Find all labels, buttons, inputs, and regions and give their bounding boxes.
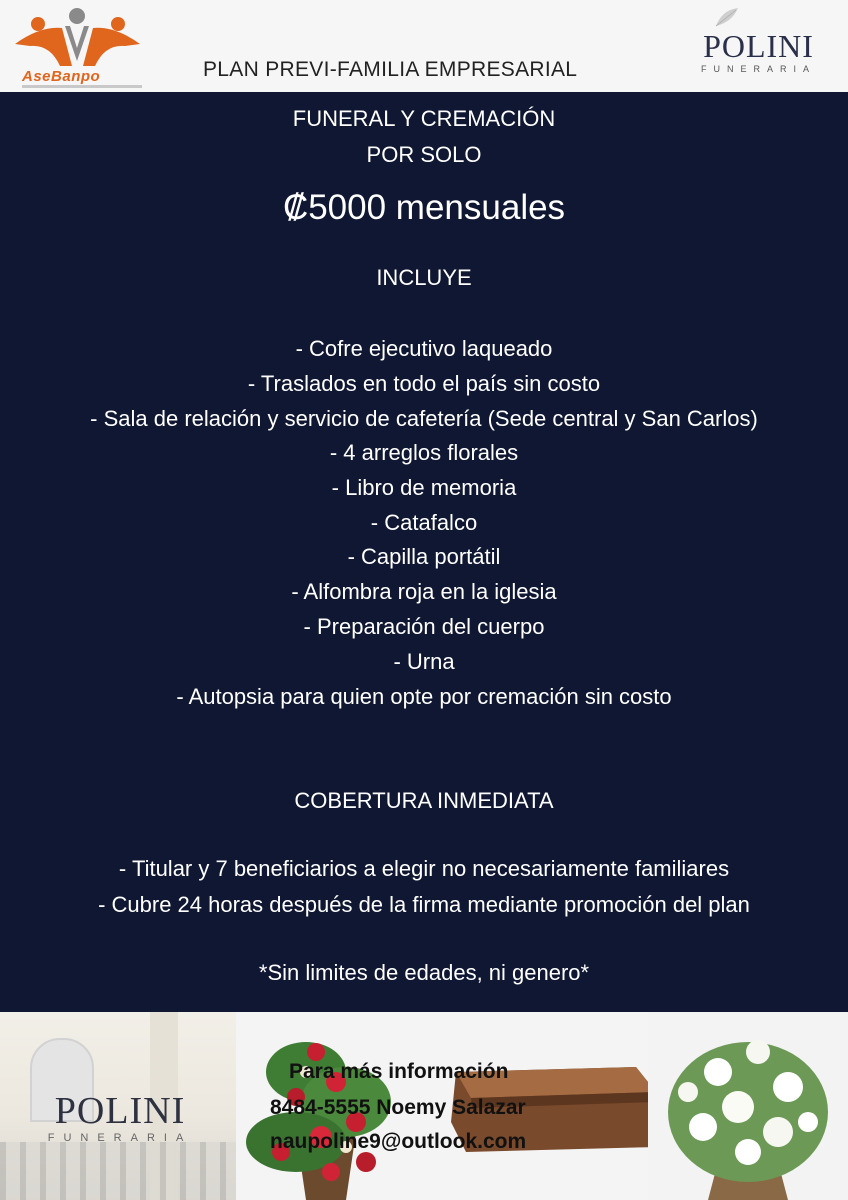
polini-logo-name: POLINI xyxy=(703,28,814,64)
plan-details-panel xyxy=(0,92,848,1012)
headline-funeral: FUNERAL Y CREMACIÓN xyxy=(292,106,556,131)
include-item: - 4 arreglos florales xyxy=(329,440,519,465)
include-item: - Alfombra roja en la iglesia xyxy=(291,579,557,604)
polini-footer-logo xyxy=(40,1092,200,1144)
include-item: - Capilla portátil xyxy=(347,544,501,569)
page-header xyxy=(0,0,848,92)
include-item: - Preparación del cuerpo xyxy=(303,614,545,639)
asebanpo-logo-tagline xyxy=(22,85,142,88)
polini-logo-subtitle: FUNERARIA xyxy=(700,64,816,74)
headline-por-solo: POR SOLO xyxy=(366,142,482,167)
include-item: - Libro de memoria xyxy=(331,475,517,500)
asebanpo-logo-text: AseBanpo xyxy=(22,68,101,85)
white-lily-arrangement-icon xyxy=(648,1012,848,1200)
include-item: - Autopsia para quien opte por cremación sin costo xyxy=(176,684,672,709)
coverage-item: - Titular y 7 beneficiarios a elegir no necesariamente familiares xyxy=(118,856,730,881)
include-item: - Sala de relación y servicio de cafetería (Sede central y San Carlos) xyxy=(90,406,758,431)
info-title: Para más información xyxy=(289,1060,509,1083)
page-footer xyxy=(0,1012,848,1200)
page-title: PLAN PREVI-FAMILIA EMPRESARIAL xyxy=(203,58,578,81)
include-item: - Traslados en todo el país sin costo xyxy=(247,371,601,396)
include-item: - Catafalco xyxy=(370,510,478,535)
include-item: - Cofre ejecutivo laqueado xyxy=(295,336,553,361)
coverage-title: COBERTURA INMEDIATA xyxy=(294,788,554,813)
contact-email[interactable]: naupoline9@outlook.com xyxy=(270,1130,527,1153)
polini-footer-logo-subtitle: FUNERARIA xyxy=(47,1132,193,1144)
includes-title: INCLUYE xyxy=(376,265,472,290)
contact-phone[interactable]: 8484-5555 Noemy Salazar xyxy=(270,1096,526,1119)
price: ₡5000 mensuales xyxy=(282,188,566,227)
polini-logo xyxy=(696,30,821,74)
chapel-seats xyxy=(0,1142,236,1200)
age-gender-note: *Sin limites de edades, ni genero* xyxy=(258,960,590,985)
leaf-icon xyxy=(712,6,742,30)
coverage-item: - Cubre 24 horas después de la firma mediante promoción del plan xyxy=(98,892,750,917)
polini-footer-logo-name: POLINI xyxy=(54,1090,186,1132)
white-flowers-photo xyxy=(648,1012,848,1200)
include-item: - Urna xyxy=(393,649,455,674)
